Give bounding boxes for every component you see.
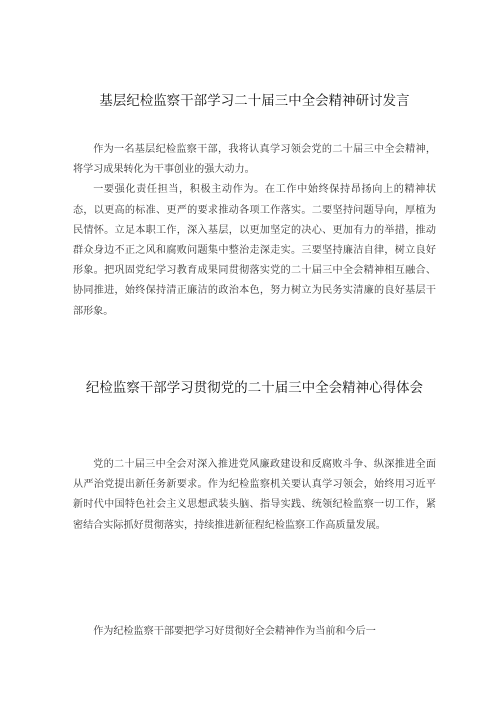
article-2-title: 纪检监察干部学习贯彻党的二十届三中全会精神心得体会 [85,381,424,396]
article-1-body [73,140,436,322]
article-2-paragraph-1: 党的二十届三中全会对深入推进党风廉政建设和反腐败斗争、纵深推进全面从严治党提出新任务新要求。作为纪检监察机关要认真学习领会，始终用习近平新时代中国特色社会主义思想武装头脑、指导实践、统领纪检监察一切工作，紧密结合实际抓好贯彻落实，持续推进新征程纪检监察工作高质量发展。 [73,459,436,531]
article-1-title: 基层纪检监察干部学习二十届三中全会精神研讨发言 [99,94,410,109]
article-1-paragraph-1: 作为一名基层纪检监察干部，我将认真学习领会党的二十届三中全会精神，将学习成果转化为干事创业的强大动力。 [73,144,436,176]
article-2-paragraph-2: 作为纪检监察干部要把学习好贯彻好全会精神作为当前和今后一 [93,626,376,637]
article-2-body-continued [73,622,436,642]
article-2-body [73,455,436,536]
article-1-paragraph-2: 一要强化责任担当，积极主动作为。在工作中始终保持昂扬向上的精神状态，以更高的标准、更严的要求推动各项工作落实。二要坚持问题导向，厚植为民情怀。立足本职工作，深入基层，以更加坚定的决心、更加有力的举措，推动群众身边不正之风和腐败问题集中整治走深走实。三要坚持廉洁自律，树立良好形象。把巩固党纪学习教育成果同贯彻落实党的二十届三中全会精神相互融合、协同推进，始终保持清正廉洁的政治本色，努力树立为民务实清廉的良好基层干部形象。 [73,184,436,317]
